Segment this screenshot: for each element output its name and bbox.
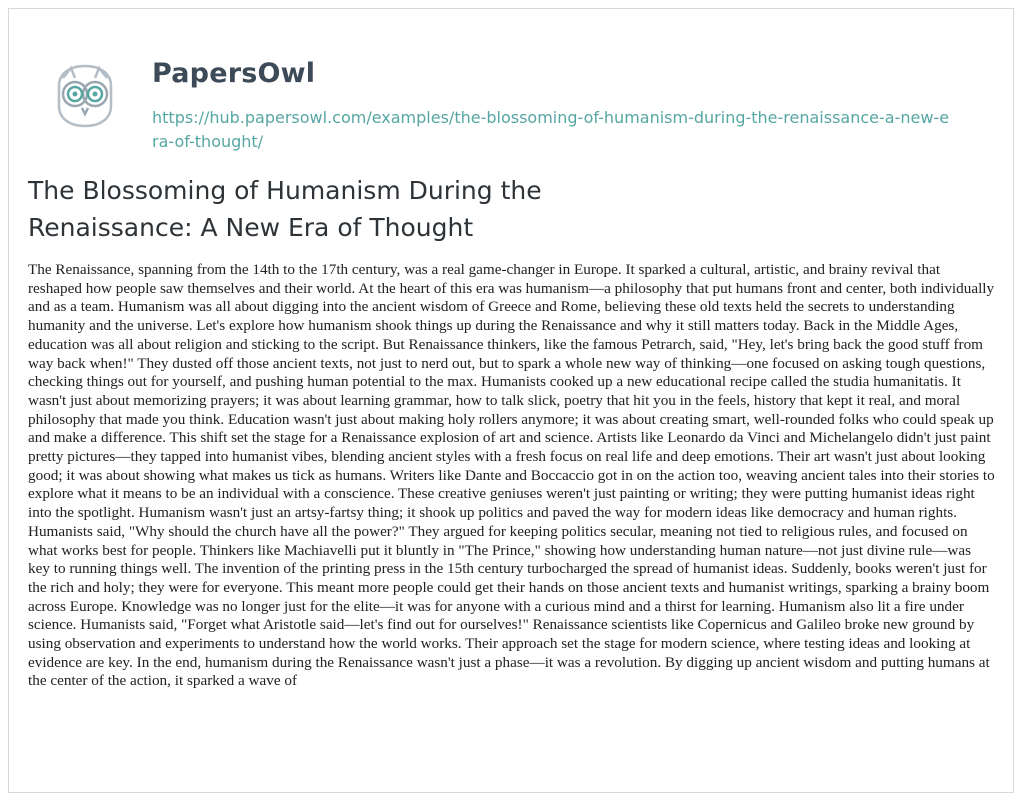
essay-body-text: The Renaissance, spanning from the 14th to the 17th century, was a real game-changer in Europe. It sparked a cultural, artistic, and brainy revival that reshaped how people saw themselves and their world. At the heart of this era was humanism—a philosophy that put humans front and center, both individually and as a team. Humanism was all about digging into the ancient wisdom of Greece and Rome, believing these old texts held the secrets to understanding humanity and the universe. Let's explore how humanism shook things up during the Renaissance and why it still matters today. Back in the Middle Ages, education was all about religion and sticking to the script. But Renaissance thinkers, like the famous Petrarch, said, "Hey, let's bring back the good stuff from way back when!" They dusted off those ancient texts, not just to nerd out, but to spark a whole new way of thinking—one focused on asking tough questions, checking things out for yourself, and pushing human potential to the max. Humanists cooked up a new educational recipe called the studia humanitatis. It wasn't just about memorizing prayers; it was about learning grammar, how to talk slick, poetry that hit you in the feels, history that kept it real, and moral philosophy that made you think. Education wasn't just about making holy rollers anymore; it was about creating smart, well-rounded folks who could speak up and make a difference. This shift set the stage for a Renaissance explosion of art and science. Artists like Leonardo da Vinci and Michelangelo didn't just paint pretty pictures—they tapped into humanist vibes, blending ancient styles with a fresh focus on real life and deep emotions. Their art wasn't just about looking good; it was about showing what makes us tick as humans. Writers like Dante and Boccaccio got in on the action too, weaving ancient tales into their stories to explore what it means to be an individual with a conscience. These creative geniuses weren't just painting or writing; they were putting humanist ideas right into the spotlight. Humanism wasn't just an artsy-fartsy thing; it shook up politics and paved the way for modern ideas like democracy and human rights. Humanists said, "Why should the church have all the power?" They argued for keeping politics secular, meaning not tied to religious rules, and focused on what works best for people. Thinkers like Machiavelli put it bluntly in "The Prince," showing how understanding human nature—not just divine rule—was key to running things well. The invention of the printing press in the 15th century turbocharged the spread of humanist ideas. Suddenly, books weren't just for the rich and holy; they were for everyone. This meant more people could get their hands on those ancient texts and humanist writings, sparking a brainy boom across Europe. Knowledge was no longer just for the elite—it was for anyone with a curious mind and a thirst for learning. Humanism also lit a fire under science. Humanists said, "Forget what Aristotle said—let's find out for ourselves!" Renaissance scientists like Copernicus and Galileo broke new ground by using observation and experiments to understand how the world works. Their approach set the stage for modern science, where testing ideas and looking at evidence are key. In the end, humanism during the Renaissance wasn't just a phase—it was a revolution. By digging up ancient wisdom and putting humans at the center of the action, it sparked a wave of xyxy=(28,261,995,690)
document-title: The Blossoming of Humanism During the Renaissance: A New Era of Thought xyxy=(28,176,542,242)
owl-eyes-icon xyxy=(49,60,121,132)
owl-logo xyxy=(49,60,121,132)
source-url-link[interactable]: https://hub.papersowl.com/examples/the-blossoming-of-humanism-during-the-renaissance-a-new-era-of-thought/ xyxy=(152,108,950,151)
brand-name: PapersOwl xyxy=(152,58,316,89)
